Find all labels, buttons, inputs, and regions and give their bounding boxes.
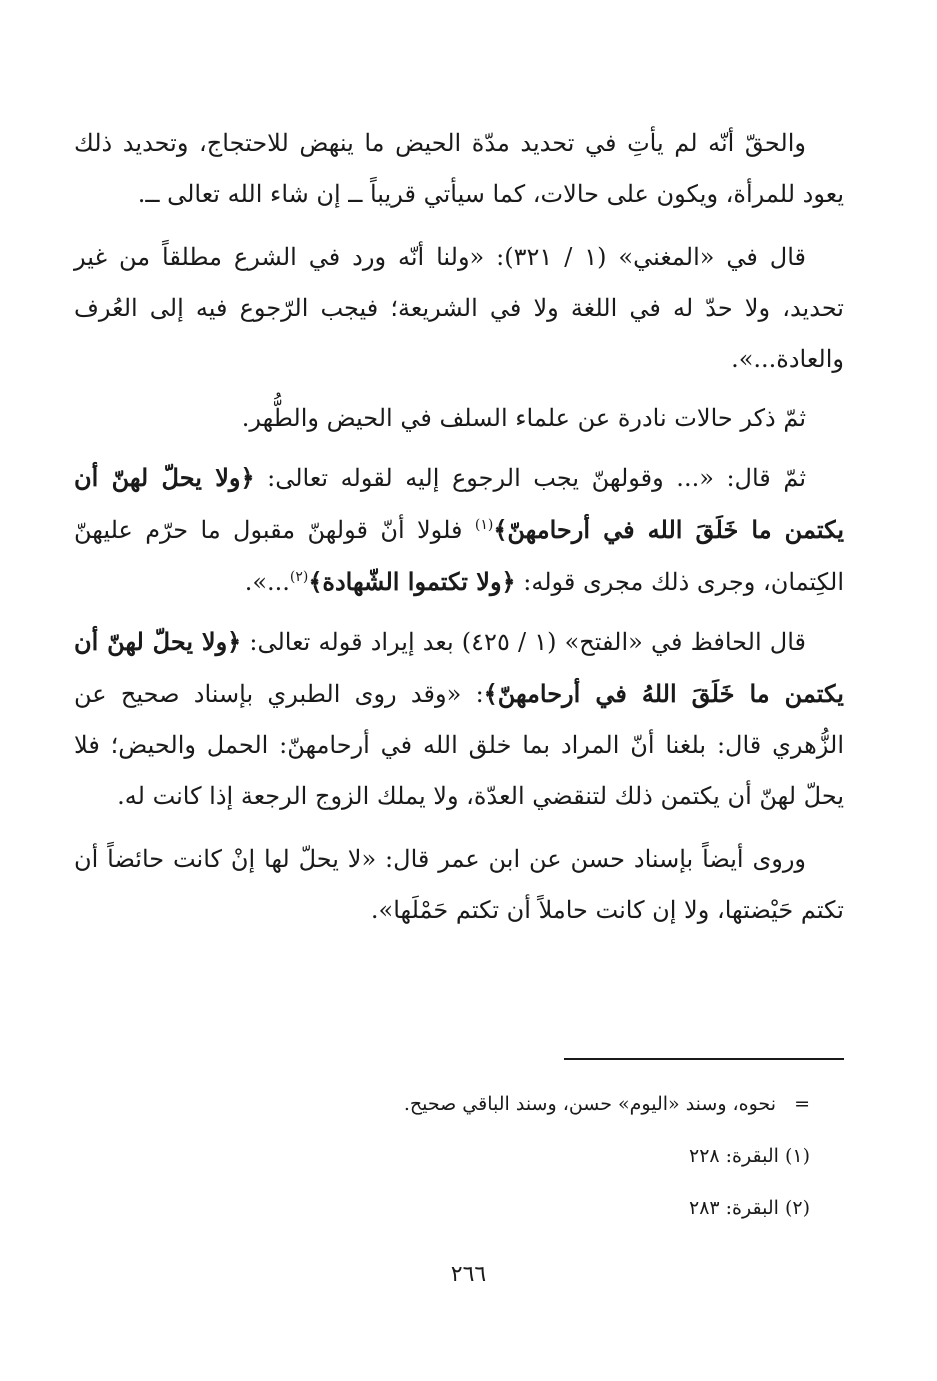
footnote-continuation [200,1078,810,1130]
footnote-2: (٢) البقرة: ٢٨٣ [688,1197,810,1219]
paragraph [74,232,844,385]
footnotes [200,1078,810,1234]
continuation-marker: = [794,1093,810,1115]
paragraph [74,834,844,936]
footnote-1: (١) البقرة: ٢٢٨ [688,1145,810,1167]
text-run: قال الحافظ في «الفتح» (١ / ٤٢٥) بعد إيراد قوله تعالى: [241,628,806,656]
text-run: ثمّ قال: «... وقولهنّ يجب الرجوع إليه لقوله تعالى: [254,464,806,492]
footnote-ref: (٢) [289,569,309,585]
quran-quote: ﴿ولا يحلّ لهنّ أن يكتمن ما خَلَقَ اللهُ في أرحامهنّ﴾ [74,627,844,708]
footnote-ref: (١) [474,517,494,533]
text-run: والحقّ أنّه لم يأتِ في تحديد مدّة الحيض ما ينهض للاحتجاج، وتحديد ذلك يعود للمرأة، ويكون على حالات، كما سيأتي قريباً ــ إن شاء الله تعالى ــ. [74,129,844,208]
text-run: قال في «المغني» (١ / ٣٢١): «ولنا أنّه ورد في الشرع مطلقاً من غير تحديد، ولا حدّ له في اللغة ولا في الشريعة؛ فيجب الرّجوع فيه إلى العُرف والعادة...». [74,243,844,373]
paragraph [74,452,844,608]
main-text [74,118,844,936]
footnote-separator [564,1058,844,1060]
paragraph [74,118,844,220]
text-run: ثمّ ذكر حالات نادرة عن علماء السلف في الحيض والطُّهر. [241,404,806,432]
footnote-text: نحوه، وسند «اليوم» حسن، وسند الباقي صحيح. [403,1093,776,1115]
text-run: وروى أيضاً بإسناد حسن عن ابن عمر قال: «لا يحلّ لها إنْ كانت حائضاً أن تكتم حَيْضتها، ولا إن كانت حاملاً أن تكتم حَمْلَها». [74,845,844,924]
text-run: فلولا أنّ قولهنّ مقبول ما حرّم عليهنّ الكِتمان، وجرى ذلك مجرى قوله: [74,516,844,596]
page-number: ٢٦٦ [450,1262,487,1287]
text-run: : «وقد روى الطبري بإسناد صحيح عن الزُّهري قال: بلغنا أنّ المراد بما خلق الله في أرحامهنّ: الحمل والحيض؛ فلا يحلّ لهنّ أن يكتمن ذلك لتنقضي العدّة، ولا يملك الزوج الرجعة إذا كانت له. [74,680,844,810]
quran-quote: ﴿ولا يحلّ لهنّ أن يكتمن ما خَلَقَ الله في أرحامهنّ﴾ [74,463,844,544]
paragraph [74,393,844,444]
quran-quote: ﴿ولا تكتموا الشّهادة﴾ [308,567,516,596]
paragraph [74,616,844,822]
text-run: ...». [244,568,290,596]
